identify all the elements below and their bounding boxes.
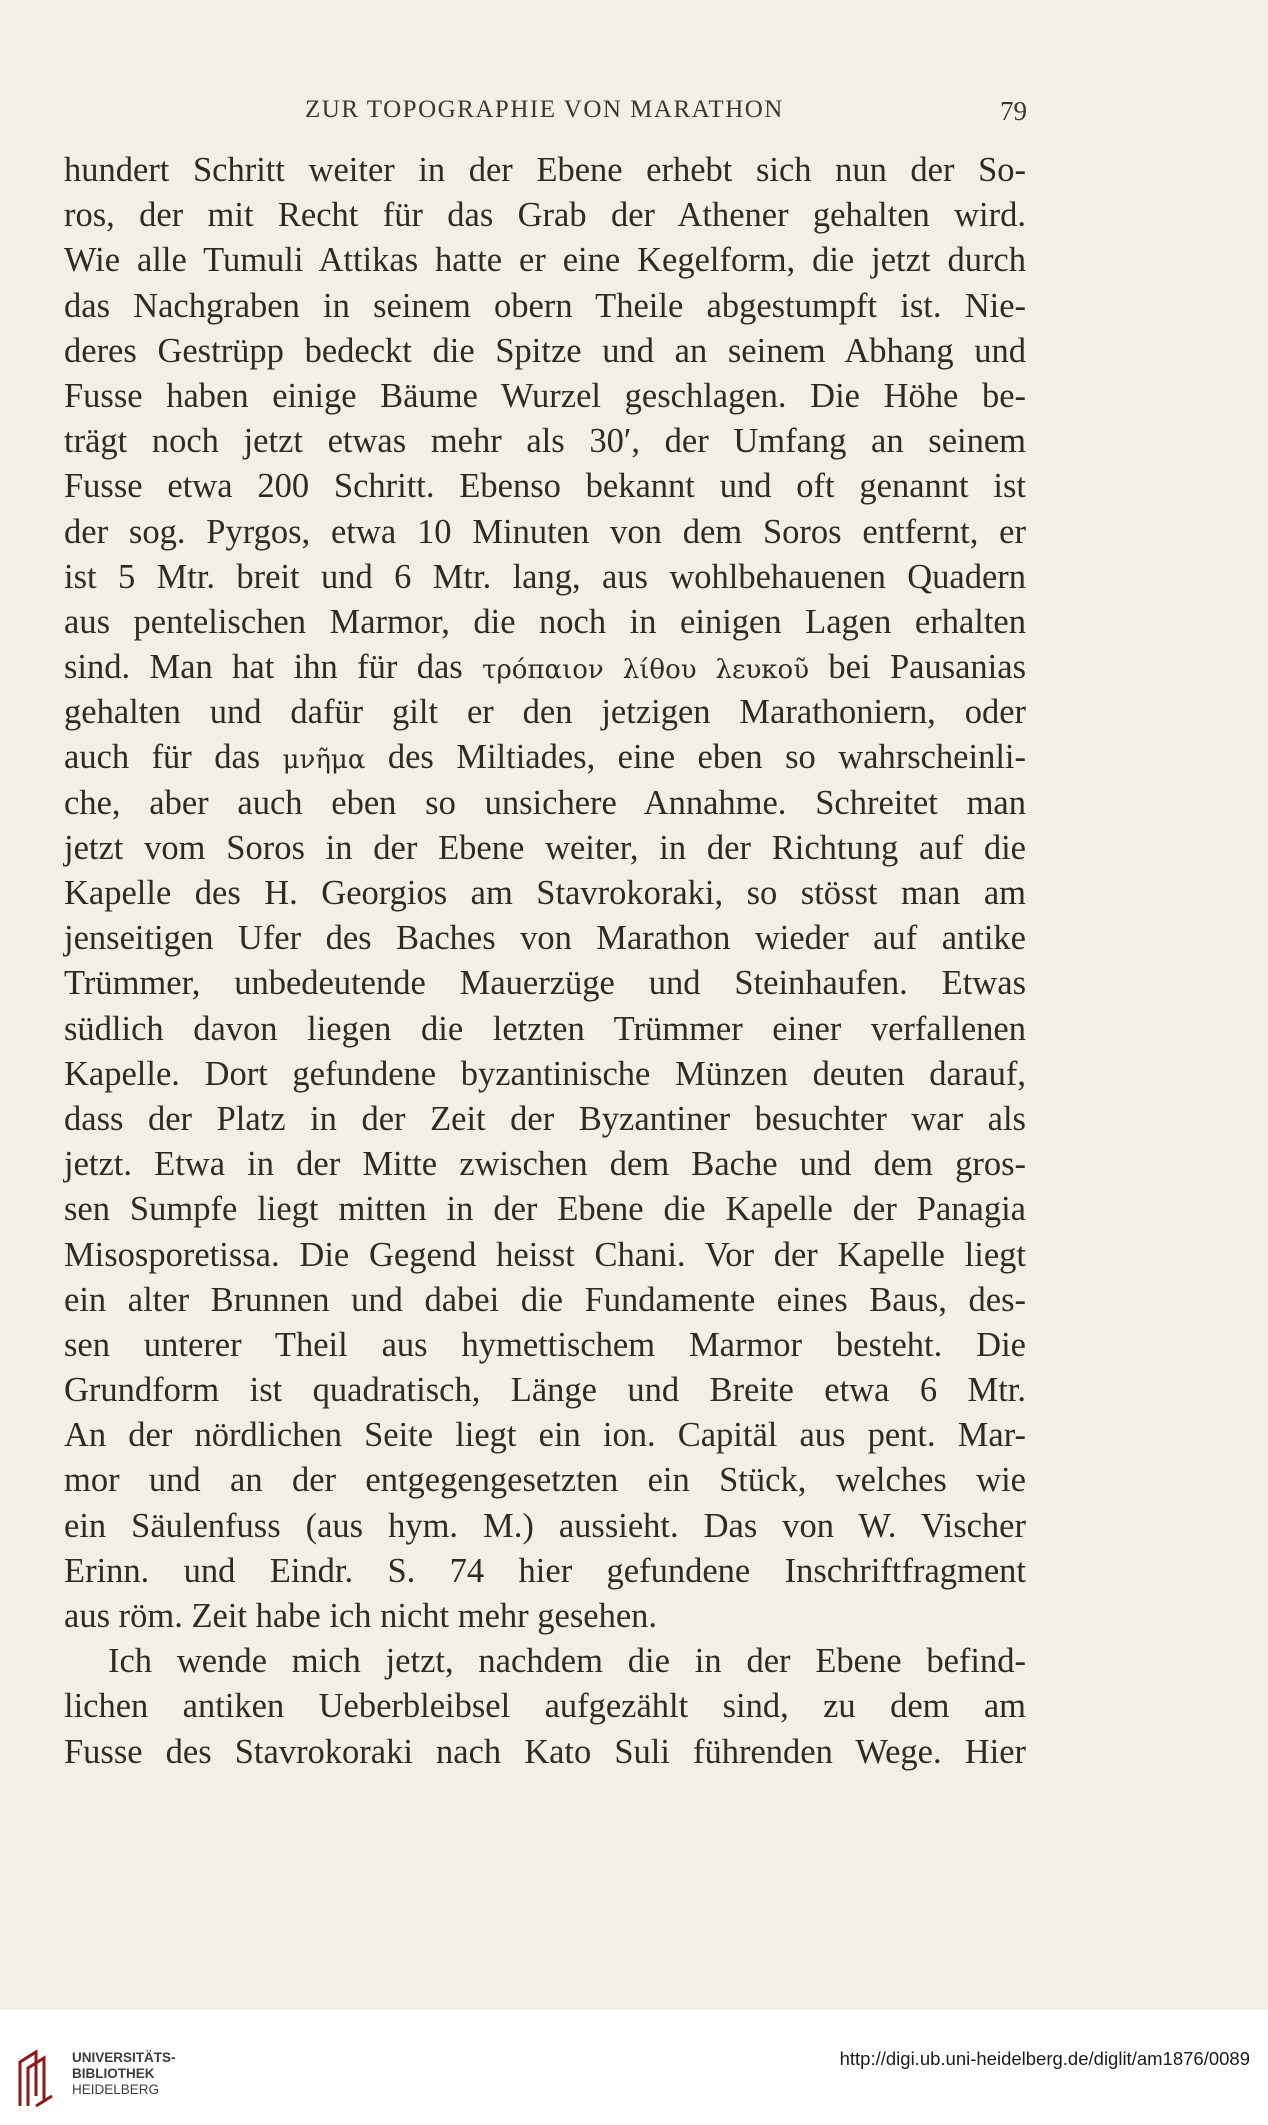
text-line: Wie alle Tumuli Attikas hatte er eine Kegelform, die jetzt durch <box>64 241 1026 280</box>
text-line: südlich davon liegen die letzten Trümmer einer verfallenen <box>64 1009 1026 1048</box>
text-line: Fusse etwa 200 Schritt. Ebenso bekannt und oft genannt ist <box>64 467 1026 506</box>
text-line <box>64 645 1026 690</box>
text-line: jetzt vom Soros in der Ebene weiter, in der Richtung auf die <box>64 828 1026 867</box>
text-line: jenseitigen Ufer des Baches von Marathon wieder auf antike <box>64 919 1026 958</box>
library-logo-icon <box>14 2048 56 2108</box>
text-segment: des Miltiades, eine eben so wahrscheinli- <box>365 738 1026 777</box>
text-line: Fusse haben einige Bäume Wurzel geschlagen. Die Höhe be- <box>64 376 1026 415</box>
footer-bar <box>0 2010 1268 2125</box>
text-line: ein Säulenfuss (aus hym. M.) aussieht. Das von W. Vischer <box>64 1506 1026 1545</box>
greek-word: μνῆμα <box>282 745 366 776</box>
text-line: Kapelle. Dort gefundene byzantinische Münzen deuten darauf, <box>64 1054 1026 1093</box>
text-line: lichen antiken Ueberbleibsel aufgezählt sind, zu dem am <box>64 1687 1026 1726</box>
page-number: 79 <box>1000 96 1027 126</box>
greek-phrase: τρόπαιον λίθου λευκοῦ <box>482 655 810 686</box>
text-line: Misosporetissa. Die Gegend heisst Chani. Vor der Kapelle liegt <box>64 1235 1026 1274</box>
text-line: deres Gestrüpp bedeckt die Spitze und an seinem Abhang und <box>64 331 1026 370</box>
text-line: jetzt. Etwa in der Mitte zwischen dem Bache und dem gros- <box>64 1145 1026 1184</box>
text-line: Trümmer, unbedeutende Mauerzüge und Steinhaufen. Etwas <box>64 964 1026 1003</box>
text-line: der sog. Pyrgos, etwa 10 Minuten von dem Soros entfernt, er <box>64 512 1026 551</box>
institution-line: UNIVERSITÄTS- <box>72 2050 176 2065</box>
text-line: Erinn. und Eindr. S. 74 hier gefundene Inschriftfragment <box>64 1551 1026 1590</box>
text-line: sen Sumpfe liegt mitten in der Ebene die Kapelle der Panagia <box>64 1190 1026 1229</box>
text-line: Grundform ist quadratisch, Länge und Breite etwa 6 Mtr. <box>64 1371 1026 1410</box>
text-line: Fusse des Stavrokoraki nach Kato Suli führenden Wege. Hier <box>64 1732 1026 1771</box>
text-segment: bei Pausanias <box>809 648 1027 687</box>
institution-name <box>72 2050 176 2098</box>
text-line: das Nachgraben in seinem obern Theile abgestumpft ist. Nie- <box>64 286 1026 325</box>
text-line: aus pentelischen Marmor, die noch in einigen Lagen erhalten <box>64 602 1026 641</box>
source-url-link[interactable]: http://digi.ub.uni-heidelberg.de/diglit/am1876/0089 <box>839 2048 1250 2069</box>
running-head <box>0 96 1268 136</box>
text-line: trägt noch jetzt etwas mehr als 30′, der Umfang an seinem <box>64 422 1026 461</box>
text-line: che, aber auch eben so unsichere Annahme. Schreitet man <box>64 783 1026 822</box>
text-line: Kapelle des H. Georgios am Stavrokoraki, so stösst man am <box>64 874 1026 912</box>
text-line: mor und an der entgegengesetzten ein Stück, welches wie <box>64 1461 1026 1500</box>
institution-line: HEIDELBERG <box>72 2082 160 2097</box>
paragraph-end-line: aus röm. Zeit habe ich nicht mehr gesehen. <box>64 1597 658 1635</box>
text-line: gehalten und dafür gilt er den jetzigen Marathoniern, oder <box>64 693 1026 732</box>
text-line: ist 5 Mtr. breit und 6 Mtr. lang, aus wohlbehauenen Quadern <box>64 557 1026 596</box>
text-line: sen unterer Theil aus hymettischem Marmor besteht. Die <box>64 1325 1026 1364</box>
text-line: ros, der mit Recht für das Grab der Athener gehalten wird. <box>64 196 1026 235</box>
body-text <box>64 148 1026 1775</box>
paragraph-start-line: Ich wende mich jetzt, nachdem die in der Ebene befind- <box>108 1642 1026 1681</box>
institution-line: BIBLIOTHEK <box>72 2066 155 2081</box>
text-line: ein alter Brunnen und dabei die Fundamente eines Baus, des- <box>64 1280 1026 1319</box>
text-line: An der nördlichen Seite liegt ein ion. Capitäl aus pent. Mar- <box>64 1416 1026 1455</box>
text-segment: sind. Man hat ihn für das <box>64 648 483 687</box>
text-line <box>64 735 1026 780</box>
text-segment: auch für das <box>64 738 283 777</box>
text-line: dass der Platz in der Zeit der Byzantiner besuchter war als <box>64 1099 1026 1138</box>
text-line: hundert Schritt weiter in der Ebene erhebt sich nun der So- <box>64 151 1026 189</box>
running-title: ZUR TOPOGRAPHIE VON MARATHON <box>305 96 784 123</box>
